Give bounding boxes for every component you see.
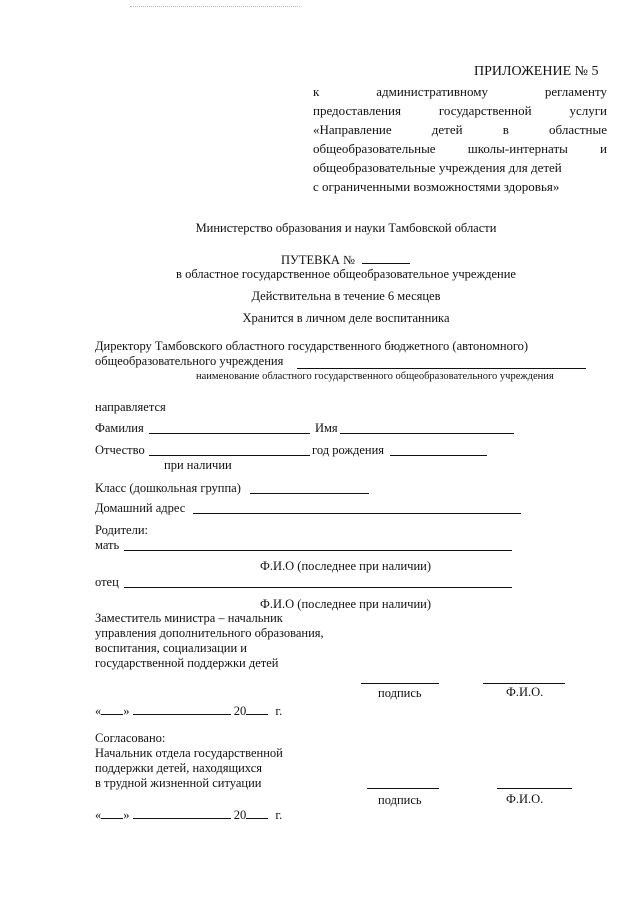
if-any-caption: при наличии	[164, 458, 232, 472]
agreed-year-field[interactable]	[246, 807, 268, 819]
voucher-subtitle: в областное государственное общеобразовательное учреждение	[176, 267, 516, 281]
birth-year-field[interactable]	[390, 455, 487, 456]
appendix-line-2: предоставления государственной услуги	[313, 103, 607, 118]
agreed-fio-field[interactable]	[497, 788, 572, 789]
scan-artifact	[130, 6, 300, 7]
agreed-date: « » 20 г.	[95, 808, 283, 822]
father-label: отец	[95, 575, 119, 589]
patronymic-label: Отчество	[95, 443, 145, 457]
voucher-storage: Хранится в личном деле воспитанника	[242, 311, 450, 325]
signatory1-fio-caption: Ф.И.О.	[506, 685, 544, 699]
father-field[interactable]	[124, 587, 512, 588]
surname-field[interactable]	[149, 433, 310, 434]
signatory1-line-4: государственной поддержки детей	[95, 656, 279, 670]
agreed-month-field[interactable]	[133, 807, 231, 819]
appendix-title: ПРИЛОЖЕНИЕ № 5	[474, 64, 599, 79]
agreed-signature-caption: подпись	[378, 793, 422, 807]
agreed-signature-field[interactable]	[367, 788, 439, 789]
voucher-title	[281, 252, 410, 268]
institution-name-field[interactable]	[297, 368, 586, 369]
institution-caption: наименование областного государственного общеобразовательного учреждения	[196, 371, 554, 382]
signatory1-line-3: воспитания, социализации и	[95, 641, 247, 655]
signatory1-date: « » 20 г.	[95, 704, 283, 718]
signatory1-year-field[interactable]	[246, 703, 268, 715]
appendix-line-1: к административному регламенту	[313, 84, 607, 99]
signatory1-signature-caption: подпись	[378, 686, 422, 700]
name-label: Имя	[315, 421, 338, 435]
name-field[interactable]	[340, 433, 514, 434]
signatory1-signature-field[interactable]	[361, 683, 439, 684]
father-fio-caption: Ф.И.О (последнее при наличии)	[260, 597, 432, 611]
appendix-line-3: «Направление детей в областные	[313, 122, 607, 137]
signatory1-line-1: Заместитель министра – начальник	[95, 611, 283, 625]
agreed-line-3: в трудной жизненной ситуации	[95, 776, 262, 790]
class-label: Класс (дошкольная группа)	[95, 481, 241, 495]
parents-label: Родители:	[95, 523, 148, 537]
voucher-number-field[interactable]	[362, 252, 410, 264]
agreed-day-field[interactable]	[101, 807, 123, 819]
signatory1-month-field[interactable]	[133, 703, 231, 715]
director-line-2: общеобразовательного учреждения	[95, 354, 284, 368]
voucher-validity: Действительна в течение 6 месяцев	[251, 289, 441, 303]
ministry-name: Министерство образования и науки Тамбовской области	[195, 221, 497, 235]
patronymic-field[interactable]	[149, 455, 310, 456]
mother-field[interactable]	[124, 550, 512, 551]
appendix-line-4: общеобразовательные школы-интернаты и	[313, 141, 607, 156]
signatory1-line-2: управления дополнительного образования,	[95, 626, 324, 640]
address-field[interactable]	[193, 513, 521, 514]
address-label: Домашний адрес	[95, 501, 186, 515]
class-field[interactable]	[250, 493, 369, 494]
voucher-title-text: ПУТЕВКА №	[281, 253, 355, 267]
mother-label: мать	[95, 538, 120, 552]
agreed-line-1: Начальник отдела государственной	[95, 746, 283, 760]
mother-fio-caption: Ф.И.О (последнее при наличии)	[260, 559, 432, 573]
agreed-label: Согласовано:	[95, 731, 166, 745]
agreed-line-2: поддержки детей, находящихся	[95, 761, 262, 775]
director-line-1: Директору Тамбовского областного государственного бюджетного (автономного)	[95, 339, 529, 353]
agreed-fio-caption: Ф.И.О.	[506, 792, 544, 806]
surname-label: Фамилия	[95, 421, 144, 435]
appendix-line-6: с ограниченными возможностями здоровья»	[313, 179, 560, 194]
directed-label: направляется	[95, 400, 166, 414]
signatory1-day-field[interactable]	[101, 703, 123, 715]
signatory1-fio-field[interactable]	[483, 683, 565, 684]
birth-year-label: год рождения	[312, 443, 385, 457]
appendix-line-5: общеобразовательные учреждения для детей	[313, 160, 562, 175]
